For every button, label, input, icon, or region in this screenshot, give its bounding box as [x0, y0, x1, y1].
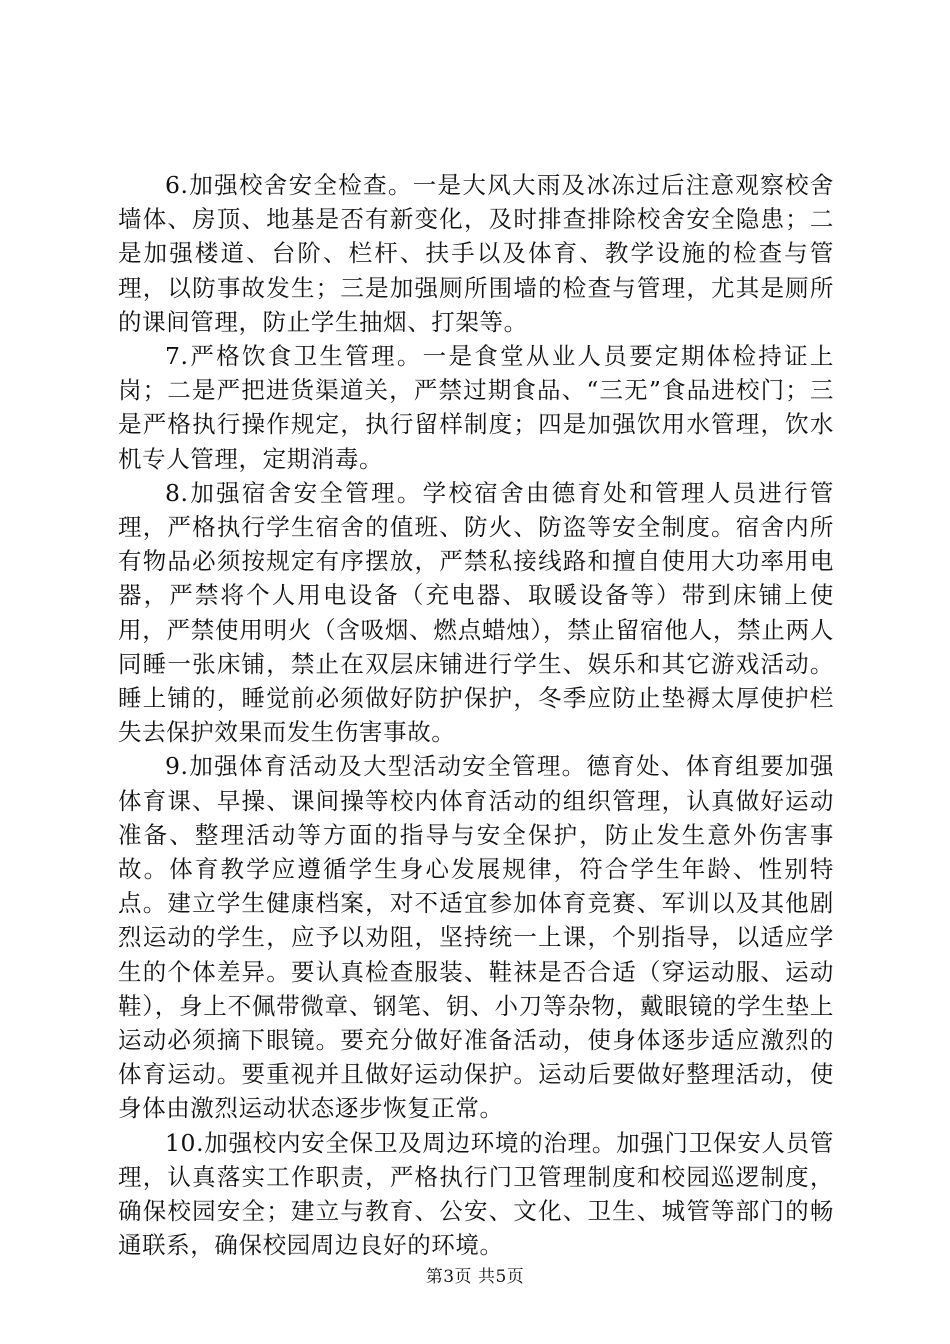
- paragraph-item-9: 9.加强体育活动及大型活动安全管理。德育处、体育组要加强体育课、早操、课间操等校内体育活动的组织管理，认真做好运动准备、整理活动等方面的指导与安全保护，防止发生意外伤害事故。体育教学应遵循学生身心发展规律，符合学生年龄、性别特点。建立学生健康档案，对不适宜参加体育竞赛、军训以及其他剧烈运动的学生，应予以劝阻，坚持统一上课，个别指导，以适应学生的个体差异。要认真检查服装、鞋袜是否合适（穿运动服、运动鞋），身上不佩带微章、钢笔、钥、小刀等杂物，戴眼镜的学生垫上运动必须摘下眼镜。要充分做好准备活动，使身体逐步适应激烈的体育运动。要重视并且做好运动保护。运动后要做好整理活动，使身体由激烈运动状态逐步恢复正常。: [118, 752, 834, 1123]
- document-body: [118, 168, 834, 1263]
- page-footer: 第3页 共5页: [425, 1267, 525, 1287]
- paragraph-item-10: 10.加强校内安全保卫及周边环境的治理。加强门卫保安人员管理，认真落实工作职责，严格执行门卫管理制度和校园巡逻制度，确保校园安全；建立与教育、公安、文化、卫生、城管等部门的畅通联系，确保校园周边良好的环境。: [118, 1128, 834, 1260]
- paragraph-item-8: 8.加强宿舍安全管理。学校宿舍由德育处和管理人员进行管理，严格执行学生宿舍的值班、防火、防盗等安全制度。宿舍内所有物品必须按规定有序摆放，严禁私接线路和擅自使用大功率用电器，严禁将个人用电设备（充电器、取暖设备等）带到床铺上使用，严禁使用明火（含吸烟、燃点蜡烛），禁止留宿他人，禁止两人同睡一张床铺，禁止在双层床铺进行学生、娱乐和其它游戏活动。睡上铺的，睡觉前必须做好防护保护，冬季应防止垫褥太厚使护栏失去保护效果而发生伤害事故。: [118, 478, 834, 747]
- paragraph-item-6: 6.加强校舍安全检查。一是大风大雨及冰冻过后注意观察校舍墙体、房顶、地基是否有新变化，及时排查排除校舍安全隐患；二是加强楼道、台阶、栏杆、扶手以及体育、教学设施的检查与管理，以防事故发生；三是加强厕所围墙的检查与管理，尤其是厕所的课间管理，防止学生抽烟、打架等。: [118, 171, 834, 336]
- paragraph-item-7: 7.严格饮食卫生管理。一是食堂从业人员要定期体检持证上岗；二是严把进货渠道关，严禁过期食品、“三无”食品进校门；三是严格执行操作规定，执行留样制度；四是加强饮用水管理，饮水机专人管理，定期消毒。: [118, 342, 834, 473]
